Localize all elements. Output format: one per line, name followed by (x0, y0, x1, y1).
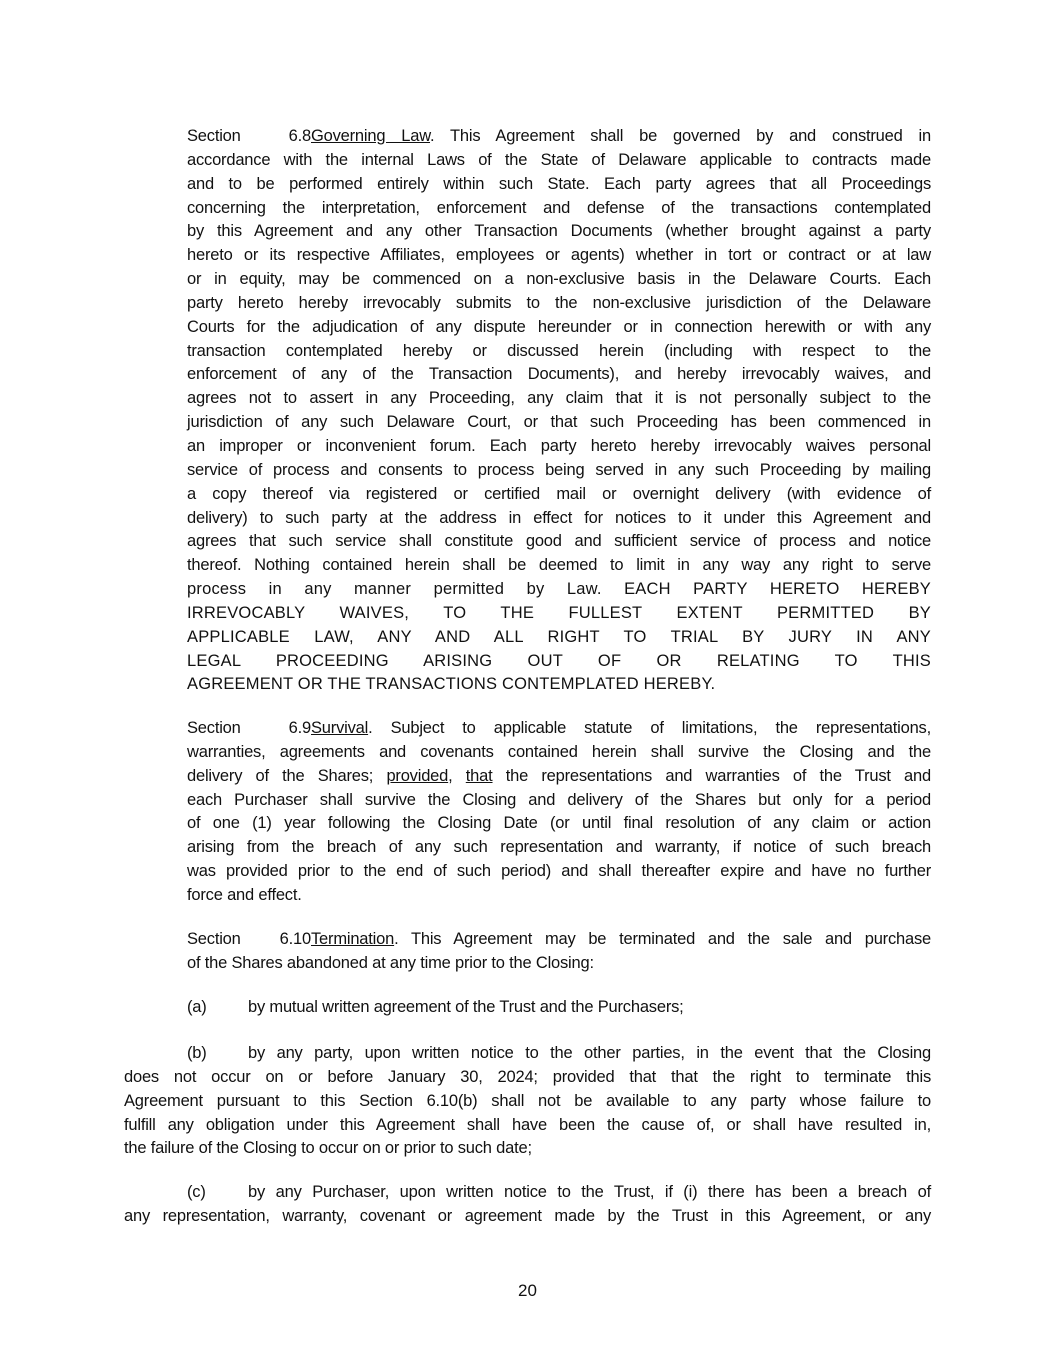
text-run: , (448, 766, 466, 785)
text-line (187, 530, 931, 554)
text-run: AGREEMENT OR THE TRANSACTIONS CONTEMPLATED HEREBY. (187, 675, 716, 694)
underlined-heading: Governing Law (311, 127, 431, 145)
text-line (187, 996, 931, 1020)
text-run: and to be performed entirely within such State. Each party agrees that all Proceedings (187, 174, 931, 193)
section-number: Section 6.9 (187, 719, 311, 737)
text-run: a copy thereof via registered or certified mail or overnight delivery (with evidence of (187, 484, 931, 503)
clause-b (124, 1042, 931, 1161)
text-run: by any Purchaser, upon written notice to the Trust, if (i) there has been a breach of (248, 1183, 931, 1201)
text-line (187, 363, 931, 387)
text-line (187, 860, 931, 884)
text-line (187, 244, 931, 268)
text-run: of the Shares abandoned at any time prior to the Closing: (187, 953, 594, 972)
text-run: Agreement pursuant to this Section 6.10(b) shall not be available to any party whose failure to (124, 1091, 931, 1110)
text-run: each Purchaser shall survive the Closing and delivery of the Shares but only for a period (187, 790, 931, 809)
text-line (124, 1090, 931, 1114)
text-line (187, 292, 931, 316)
section-6-8-governing-law (187, 125, 931, 697)
text-run: . Subject to applicable statute of limitations, the representations, (368, 719, 931, 737)
text-run: accordance with the internal Laws of the State of Delaware applicable to contracts made (187, 150, 931, 169)
text-line (187, 220, 931, 244)
text-line (187, 554, 931, 578)
text-line (124, 1181, 931, 1205)
text-line (187, 928, 931, 952)
page-number: 20 (518, 1281, 537, 1300)
text-line (187, 884, 931, 908)
text-run: an improper or inconvenient forum. Each party hereto hereby irrevocably waives personal (187, 436, 931, 455)
underlined-heading: provided (386, 766, 449, 785)
text-line (187, 125, 931, 149)
section-6-9-survival (187, 717, 931, 908)
text-run: by mutual written agreement of the Trust and the Purchasers; (248, 998, 684, 1016)
text-run: fulfill any obligation under this Agreement shall have been the cause of, or shall have resulted in, (124, 1115, 931, 1134)
clause-label: (a) (187, 998, 207, 1016)
text-run: delivery) to such party at the address in effect for notices to it under this Agreement and (187, 508, 931, 527)
text-line (187, 952, 931, 976)
underlined-heading: that (465, 766, 493, 785)
clause-c (124, 1181, 931, 1229)
text-run: by this Agreement and any other Transaction Documents (whether brought against a party (187, 222, 931, 241)
text-run: of one (1) year following the Closing Date (or until final resolution of any claim or action (187, 814, 931, 833)
text-line (187, 435, 931, 459)
text-line (187, 173, 931, 197)
section-number: Section 6.10 (187, 930, 311, 948)
text-run: Courts for the adjudication of any dispute hereunder or in connection herewith or with any (187, 317, 931, 336)
text-run: or in equity, may be commenced on a non-exclusive basis in the Delaware Courts. Each (187, 270, 931, 289)
text-line (187, 578, 931, 602)
text-run: APPLICABLE LAW, ANY AND ALL RIGHT TO TRIAL BY JURY IN ANY (187, 627, 931, 646)
underlined-heading: Survival (311, 719, 369, 737)
text-line (124, 1137, 931, 1161)
text-line (187, 650, 931, 674)
text-run: arising from the breach of any such representation and warranty, if notice of such breach (187, 838, 931, 857)
text-run: concerning the interpretation, enforcement and defense of the transactions contemplated (187, 198, 931, 217)
text-line (187, 316, 931, 340)
text-line (187, 268, 931, 292)
text-run: delivery of the Shares; (187, 766, 387, 785)
text-run: thereof. Nothing contained herein shall be deemed to limit in any way any right to serve (187, 556, 931, 575)
text-line (187, 197, 931, 221)
text-line (187, 340, 931, 364)
text-run: any representation, warranty, covenant or agreement made by the Trust in this Agreement, or any (124, 1206, 931, 1225)
clause-a (187, 996, 931, 1020)
text-line (124, 1042, 931, 1066)
text-line (187, 149, 931, 173)
text-line (187, 483, 931, 507)
text-run: process in any manner permitted by Law. EACH PARTY HERETO HEREBY (187, 580, 931, 599)
clause-label: (b) (187, 1044, 207, 1062)
text-run: party hereto hereby irrevocably submits to the non-exclusive jurisdiction of the Delaware (187, 293, 931, 312)
clause-label: (c) (187, 1183, 206, 1201)
text-line (187, 602, 931, 626)
text-run: jurisdiction of any such Delaware Court, or that such Proceeding has been commenced in (187, 413, 931, 432)
text-line (187, 626, 931, 650)
section-6-10-termination (187, 928, 931, 976)
text-run: enforcement of any of the Transaction Documents), and hereby irrevocably waives, and (187, 365, 931, 384)
text-run: . This Agreement may be terminated and the sale and purchase (394, 930, 931, 948)
text-run: service of process and consents to process being served in any such Proceeding by mailing (187, 460, 931, 479)
text-run: agrees not to assert in any Proceeding, any claim that it is not personally subject to the (187, 389, 931, 408)
text-line (187, 741, 931, 765)
text-line (187, 673, 931, 697)
text-run: IRREVOCABLY WAIVES, TO THE FULLEST EXTENT PERMITTED BY (187, 603, 931, 622)
text-line (187, 812, 931, 836)
underlined-heading: Termination (311, 930, 395, 948)
text-run: does not occur on or before January 30, 2024; provided that that the right to terminate this (124, 1067, 931, 1086)
text-line (187, 459, 931, 483)
text-run: the failure of the Closing to occur on or prior to such date; (124, 1139, 532, 1158)
text-run: by any party, upon written notice to the other parties, in the event that the Closing (248, 1044, 931, 1062)
section-number: Section 6.8 (187, 127, 311, 145)
text-run: agrees that such service shall constitute good and sufficient service of process and notice (187, 532, 931, 551)
text-run: force and effect. (187, 885, 302, 904)
text-run: . This Agreement shall be governed by and construed in (430, 127, 931, 145)
text-line (187, 507, 931, 531)
text-line (187, 411, 931, 435)
text-run: hereto or its respective Affiliates, employees or agents) whether in tort or contract or at law (187, 246, 931, 265)
text-run: the representations and warranties of the Trust and (492, 766, 931, 785)
text-line (187, 717, 931, 741)
text-line (187, 765, 931, 789)
text-line (187, 387, 931, 411)
text-run: warranties, agreements and covenants contained herein shall survive the Closing and the (187, 742, 931, 761)
text-run: was provided prior to the end of such period) and shall thereafter expire and have no further (187, 862, 931, 881)
text-line (187, 836, 931, 860)
text-run: transaction contemplated hereby or discussed herein (including with respect to the (187, 341, 931, 360)
text-line (187, 789, 931, 813)
text-line (124, 1066, 931, 1090)
text-run: LEGAL PROCEEDING ARISING OUT OF OR RELATING TO THIS (187, 651, 931, 670)
text-line (124, 1114, 931, 1138)
text-line (124, 1205, 931, 1229)
